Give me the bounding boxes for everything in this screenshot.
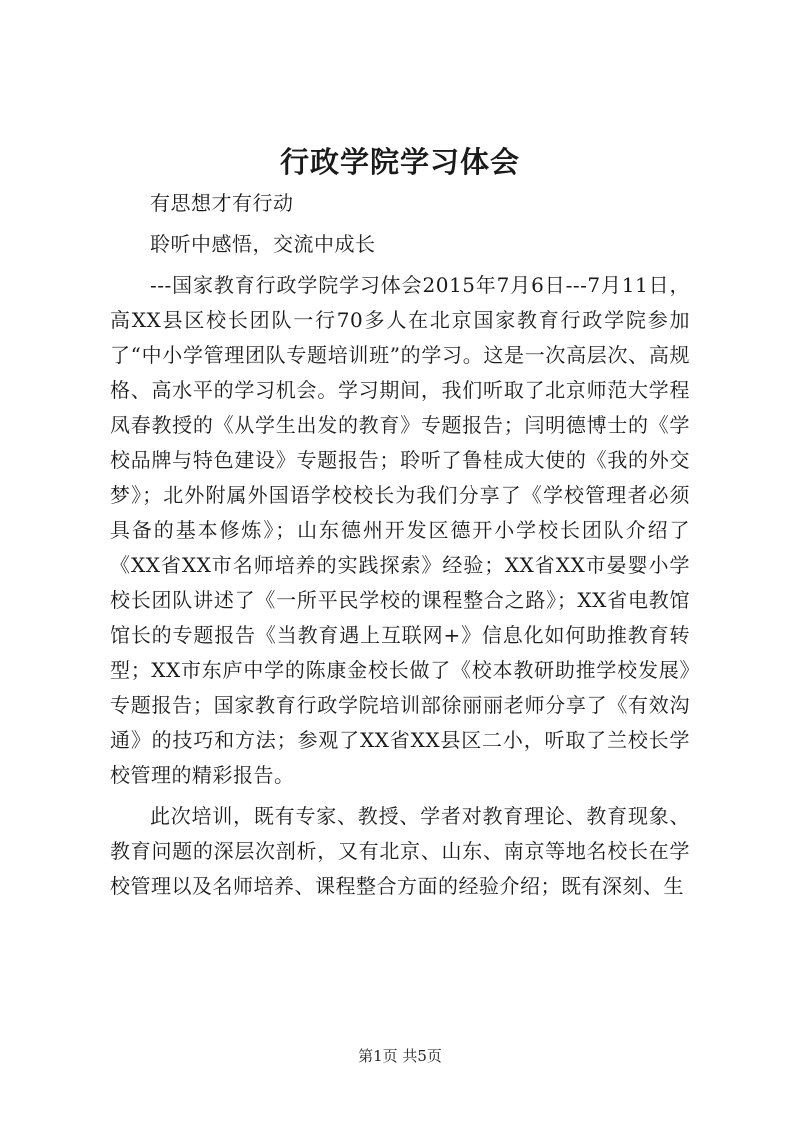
- subtitle-paragraph: 聆听中感悟，交流中成长: [150, 232, 376, 256]
- body-paragraph: ---国家教育行政学院学习体会2015年7月6日---7月11日，高XX县区校长团队一行70多人在北京国家教育行政学院参加了“中小学管理团队专题培训班”的学习。这是一次高层次、高规格、高水平的学习机会。学习期间，我们听取了北京师范大学程凤春教授的《从学生出发的教育》专题报告；闫明德博士的《学校品牌与特色建设》专题报告；聆听了鲁桂成大使的《我的外交梦》；北外附属外国语学校校长为我们分享了《学校管理者必须具备的基本修炼》；山东德州开发区德开小学校长团队介绍了《XX省XX市名师培养的实践探索》经验；XX省XX市晏婴小学校长团队讲述了《一所平民学校的课程整合之路》；XX省电教馆馆长的专题报告《当教育遇上互联网+》信息化如何助推教育转型；XX市东庐中学的陈康金校长做了《校本教研助推学校发展》专题报告；国家教育行政学院培训部徐丽丽老师分享了《有效沟通》的技巧和方法；参观了XX省XX县区二小，听取了兰校长学校管理的精彩报告。: [110, 273, 690, 787]
- subtitle-paragraph: 有思想才有行动: [150, 191, 294, 215]
- body-paragraph: 此次培训，既有专家、教授、学者对教育理论、教育现象、教育问题的深层次剖析，又有北京、山东、南京等地名校长在学校管理以及名师培养、课程整合方面的经验介绍；既有深刻、生: [110, 804, 690, 898]
- document-title: 行政学院学习体会: [279, 145, 520, 179]
- page-number-footer: 第1页 共5页: [358, 1047, 442, 1065]
- document-body: [110, 186, 690, 904]
